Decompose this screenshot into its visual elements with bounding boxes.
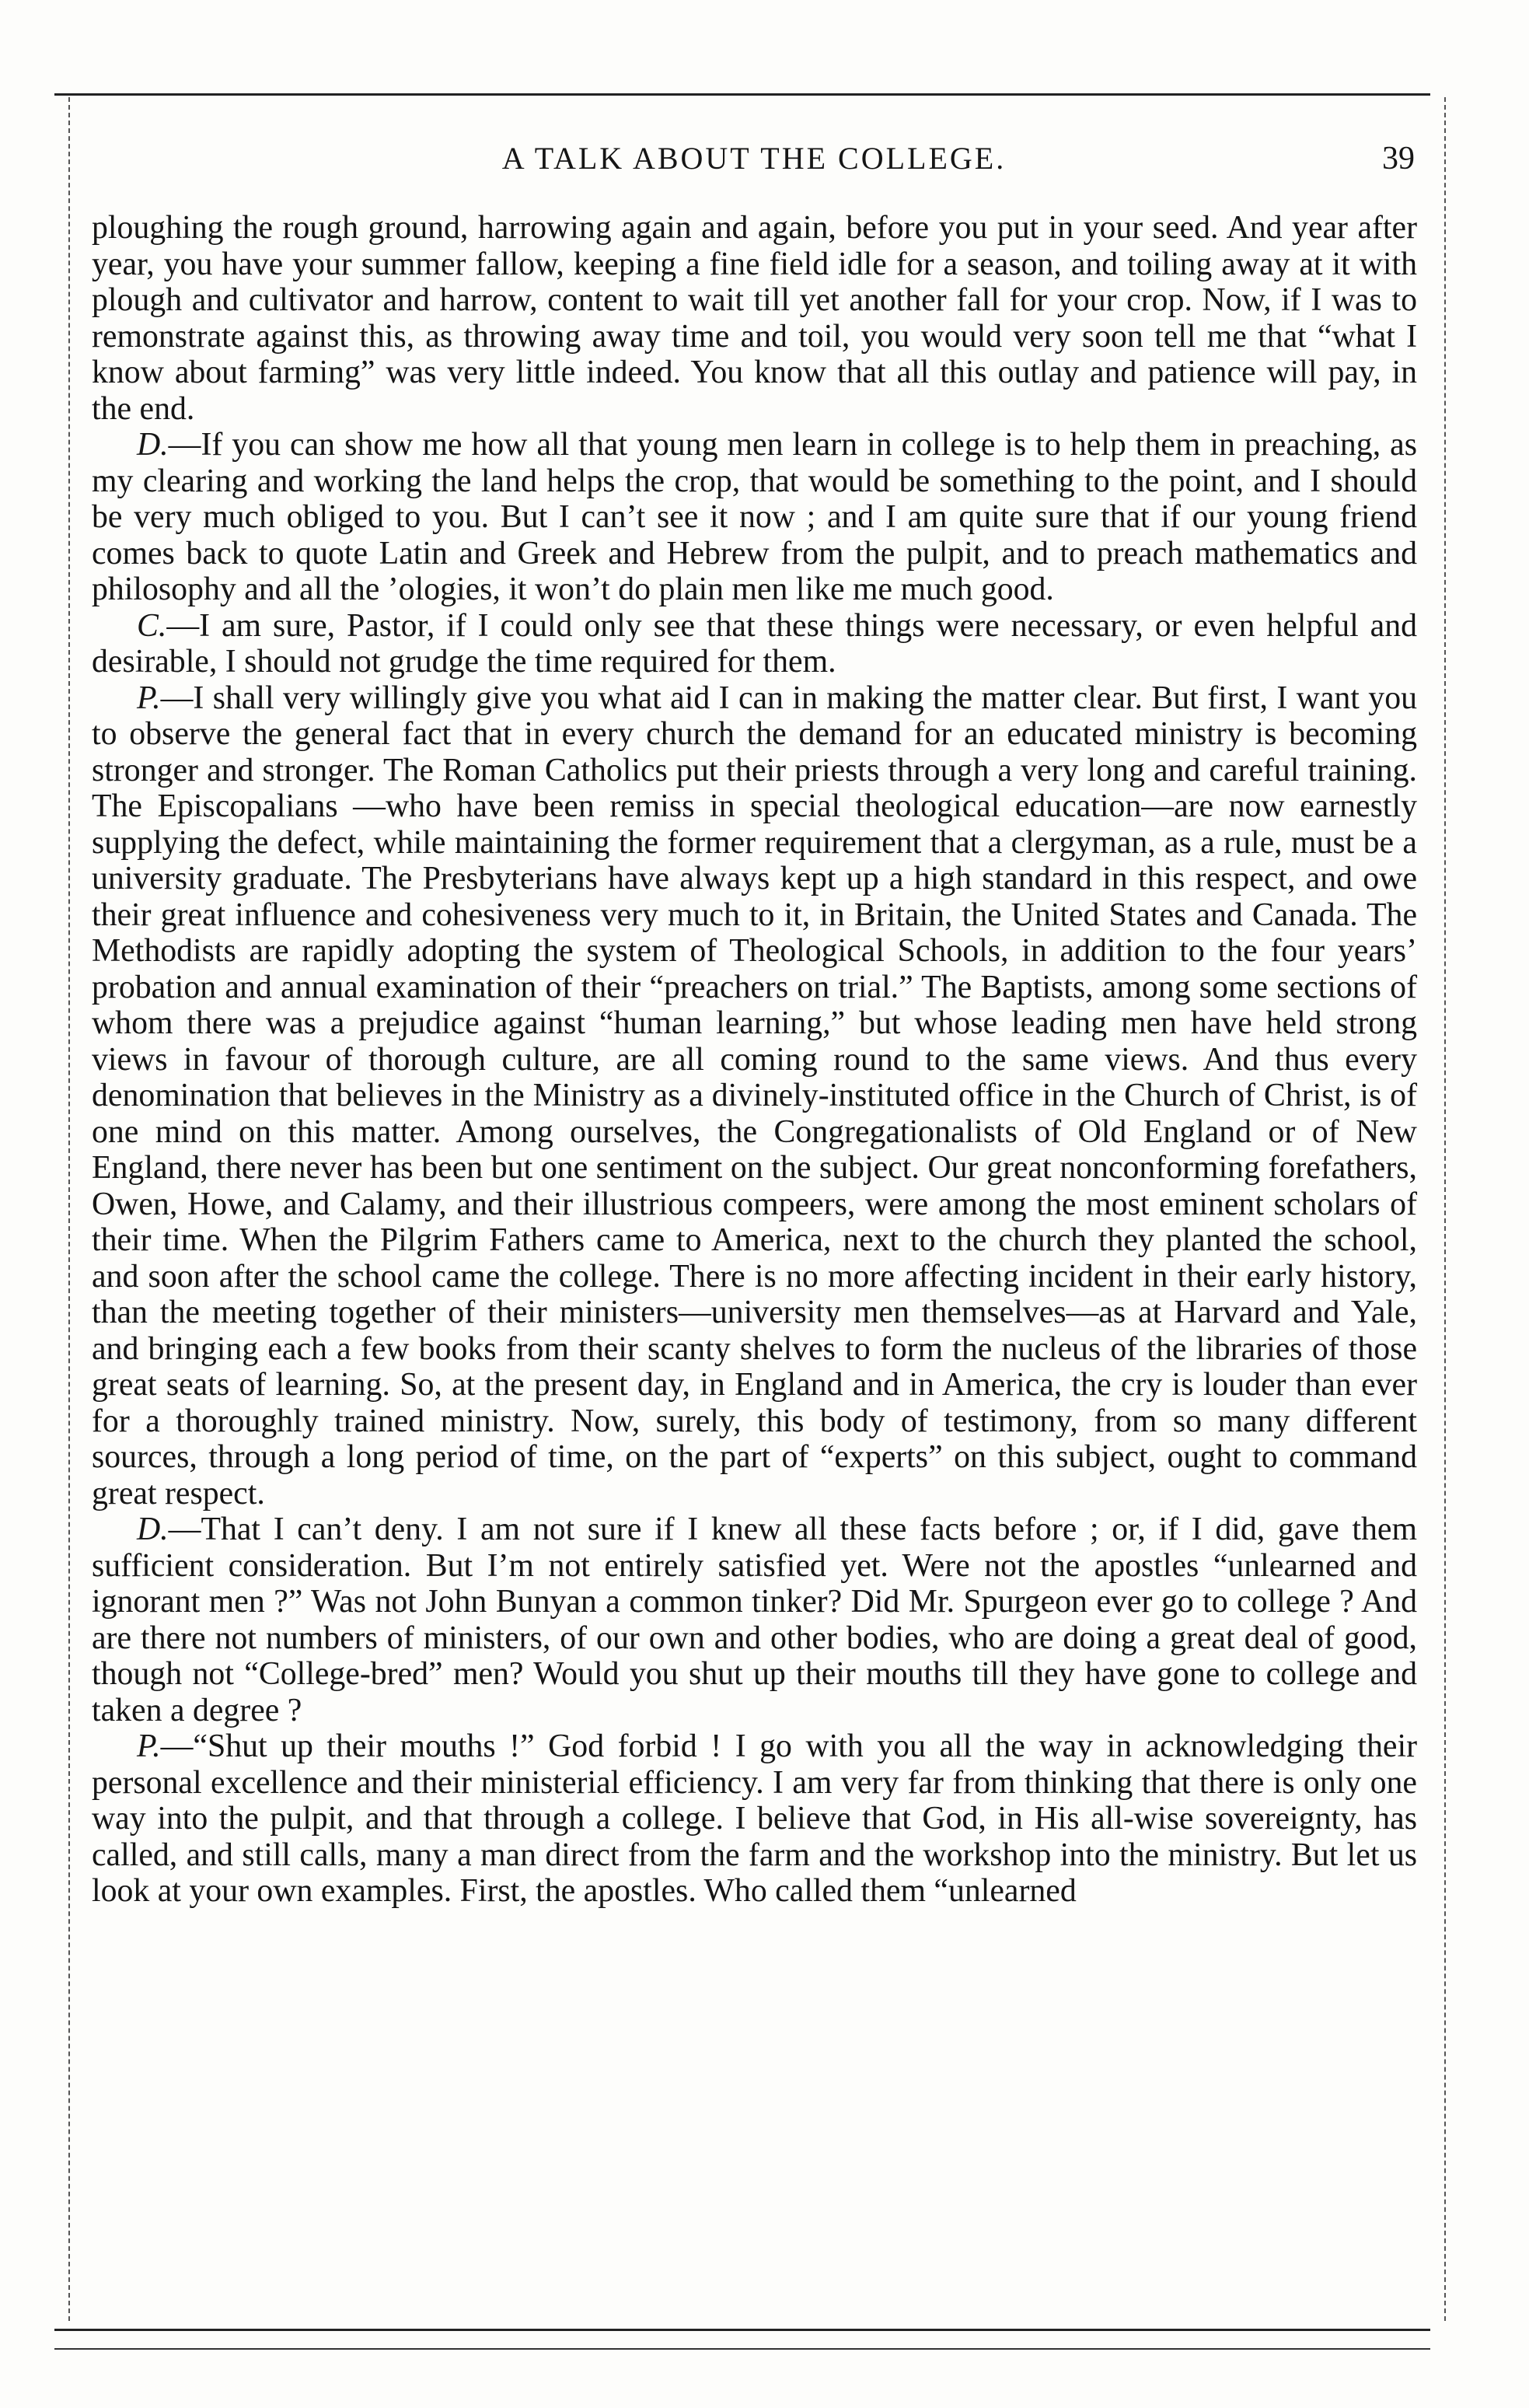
paragraph-text: “Shut up their mouths !” God forbid ! I go with you all the way in acknowledging their personal excellence and their ministerial efficiency. I am very far from thinking that there is only one way into the pulpit, and that through a college. I believe that God, in His all-wise sovereignty, has called, and still calls, many a man direct from the farm and the workshop into the ministry. But let us look at your own examples. First, the apostles. Who called them “unlearned bbox=[92, 1728, 1417, 1909]
paragraph-text: If you can show me how all that young men learn in college is to help them in preaching, as my clearing and working the land helps the crop, that would be something to the point, and I should be very much obliged to you. But I can’t see it now ; and I am quite sure that if our young friend comes back to quote Latin and Greek and Hebrew from the pulpit, and to preach mathematics and philosophy and all the ’ologies, it won’t do plain men like me much good. bbox=[92, 427, 1417, 607]
paragraph-text: That I can’t deny. I am not sure if I knew all these facts before ; or, if I did, gave them sufficient consideration. But I’m not entirely satisfied yet. Were not the apostles “unlearned and ignorant men ?” Was not John Bunyan a common tinker? Did Mr. Spurgeon ever go to college ? And are there not numbers of ministers, of our own and other bodies, who are doing a great deal of good, though not “College-bred” men? Would you shut up their mouths till they have gone to college and taken a degree ? bbox=[92, 1512, 1417, 1728]
speaker-label: D. bbox=[137, 1512, 169, 1547]
em-dash: — bbox=[168, 1512, 201, 1547]
paragraph-text: I shall very willingly give you what aid I can in making the matter clear. But first, I want you to observe the general fact that in every church the demand for an educated ministry is becoming stronger and stronger. The Roman Catholics put their priests through a very long and careful training. The Episcopalians —who have been remiss in special theological education—are now earnestly supplying the defect, while maintaining the former requirement that a clergyman, as a rule, must be a university graduate. The Presbyterians have always kept up a high standard in this respect, and owe their great influence and cohesiveness very much to it, in Britain, the United States and Canada. The Methodists are rapidly adopting the system of Theological Schools, in addition to the four years’ probation and annual examination of their “preachers on trial.” The Baptists, among some sections of whom there was a prejudice against “human learning,” but whose leading men have held strong views in favour of thorough culture, are all coming round to the same views. And thus every denomination that believes in the Ministry as a divinely-instituted office in the Church of Christ, is of one mind on this matter. Among ourselves, the Congregationalists of Old England or of New England, there never has been but one sentiment on the subject. Our great nonconforming forefathers, Owen, Howe, and Calamy, and their illustrious compeers, were among the most eminent scholars of their time. When the Pilgrim Fathers came to America, next to the church they planted the school, and soon after the school came the college. There is no more affecting incident in their early history, than the meeting together of their ministers—university men themselves—as at Harvard and Yale, and bringing each a few books from their scanty shelves to form the nucleus of the libraries of those great seats of learning. So, at the present day, in England and in America, the cry is louder than ever for a thoroughly trained ministry. Now, surely, this body of testimony, from so many different sources, through a long period of time, on the part of “experts” on this subject, ought to command great respect. bbox=[92, 680, 1417, 1512]
paragraph bbox=[92, 1512, 1417, 1728]
em-dash: — bbox=[160, 1728, 194, 1764]
page-number: 39 bbox=[1382, 141, 1415, 176]
speaker-label: P. bbox=[137, 680, 161, 716]
running-title: A TALK ABOUT THE COLLEGE. bbox=[501, 141, 1007, 176]
em-dash: — bbox=[168, 427, 201, 463]
em-dash: — bbox=[160, 680, 194, 716]
left-margin-line bbox=[68, 97, 70, 2321]
speaker-label: D. bbox=[137, 427, 169, 463]
paragraph bbox=[92, 210, 1417, 427]
paragraph bbox=[92, 680, 1417, 1512]
paragraph bbox=[92, 608, 1417, 680]
paragraph-text: I am sure, Pastor, if I could only see that these things were necessary, or even helpful and desirable, I should not grudge the time required for them. bbox=[92, 607, 1417, 680]
em-dash: — bbox=[166, 607, 200, 644]
speaker-label: P. bbox=[137, 1728, 161, 1764]
top-rule bbox=[54, 93, 1430, 96]
paragraph bbox=[92, 427, 1417, 608]
bottom-rule-secondary bbox=[54, 2348, 1430, 2350]
paragraph bbox=[92, 1728, 1417, 1910]
right-margin-line bbox=[1444, 97, 1446, 2321]
bottom-rule bbox=[54, 2329, 1430, 2331]
running-head bbox=[93, 140, 1415, 187]
speaker-label: C. bbox=[137, 607, 167, 644]
body-text bbox=[92, 210, 1417, 1910]
paragraph-text: ploughing the rough ground, harrowing again and again, before you put in your seed. And year after year, you have your summer fallow, keeping a fine field idle for a season, and toiling away at it with plough and cultivator and harrow, content to wait till yet another fall for your crop. Now, if I was to remonstrate against this, as throwing away time and toil, you would very soon tell me that “what I know about farming” was very little indeed. You know that all this outlay and patience will pay, in the end. bbox=[92, 210, 1417, 427]
